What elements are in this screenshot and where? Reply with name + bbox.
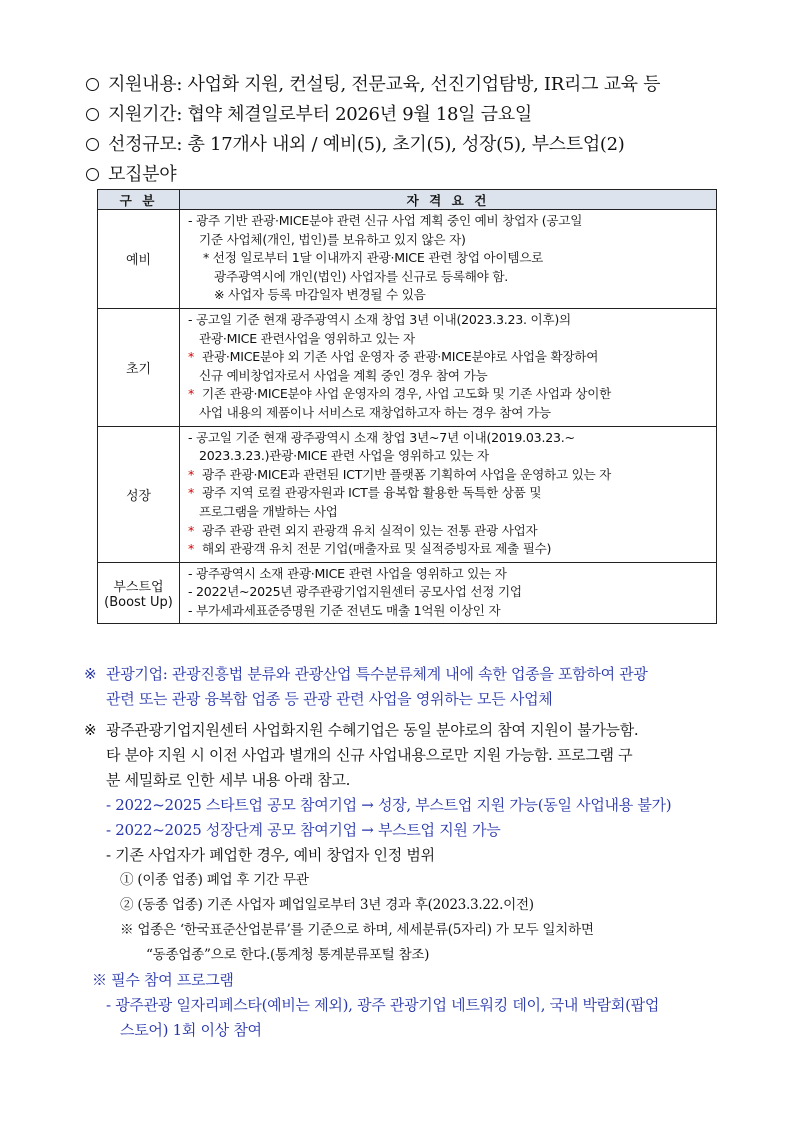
bullet-recruit-field: 모집분야 (86, 160, 726, 190)
category-preliminary: 예비 (98, 210, 180, 309)
reference-mark-icon: ※ (84, 665, 97, 683)
bullet-support-content: 지원내용: 사업화 지원, 컨설팅, 전문교육, 선진기업탐방, IR리그 교육 등 (86, 70, 726, 100)
qualification-table (97, 189, 717, 624)
criteria-preliminary: - 광주 기반 관광·MICE분야 관련 신규 사업 계획 중인 예비 창업자 (공고일 기준 사업체(개인, 법인)를 보유하고 있지 않은 자) * 선정 일로부터 1달 이내까지 관광·MICE 관련 창업 아이템으로 광주광역시에 개인(법인) 사업자를 신규로 등록해야 함. ※ 사업자 등록 마감일자 변경될 수 있음 (180, 210, 717, 309)
note-startup-eligibility: - 2022~2025 스타트업 공모 참여기업 → 성장, 부스트업 지원 가능(동일 사업내용 불가) (106, 796, 672, 814)
category-early: 초기 (98, 308, 180, 426)
circle-bullet-icon (86, 108, 99, 121)
criteria-growth: - 공고일 기준 현재 광주광역시 소재 창업 3년~7년 이내(2019.03.23.~ 2023.3.23.)관광·MICE 관련 사업을 영위하고 있는 자 * 광주 관광·MICE과 관련된 ICT기반 플랫폼 기획하여 사업을 운영하고 있는 자 * 광주 지역 로컬 관광자원과 ICT를 융복합 활용한 독특한 상품 및 프로그램을 개발하는 사업 * 광주 관광 관련 외지 관광객 유치 실적이 있는 전통 관광 사업자 * 해외 관광객 유치 전문 기업(매출자료 및 실적증빙자료 제출 필수) (180, 426, 717, 562)
category-growth: 성장 (98, 426, 180, 562)
category-boostup: 부스트업 (Boost Up) (98, 562, 180, 624)
criteria-boostup: - 광주광역시 소재 관광·MICE 관련 사업을 영위하고 있는 자 - 2022년~2025년 광주관광기업지원센터 공모사업 선정 기업 - 부가세과세표준증명원 기준 전년도 매출 1억원 이상인 자 (180, 562, 717, 624)
bullet-support-period: 지원기간: 협약 체결일로부터 2026년 9월 18일 금요일 (86, 100, 726, 130)
note-closed-business: - 기존 사업자가 폐업한 경우, 예비 창업자 인정 범위 (106, 846, 435, 864)
note-duplicate-support: ※ 광주관광기업지원센터 사업화지원 수혜기업은 동일 분야로의 참여 지원이 불가능함. (84, 718, 724, 743)
circle-bullet-icon (86, 78, 99, 91)
red-star-icon: * (188, 466, 195, 482)
table-row-boostup (98, 562, 717, 624)
table-header-row (98, 190, 717, 210)
table-row-early (98, 308, 717, 426)
note-growth-eligibility: - 2022~2025 성장단계 공모 참여기업 → 부스트업 지원 가능 (106, 821, 501, 839)
red-star-icon: * (188, 522, 195, 538)
table-row-preliminary (98, 210, 717, 309)
criteria-early: - 공고일 기준 현재 광주광역시 소재 창업 3년 이내(2023.3.23. 이후)의 관광·MICE 관련사업을 영위하고 있는 자 * 관광·MICE분야 외 기존 사업 운영자 중 관광·MICE분야로 사업을 확장하여 신규 예비창업자로서 사업을 계획 중인 경우 참여 가능 * 기존 관광·MICE분야 사업 운영자의 경우, 사업 고도화 및 기존 사업과 상이한 사업 내용의 제품이나 서비스로 재창업하고자 하는 경우 참여 가능 (180, 308, 717, 426)
red-star-icon: * (188, 386, 195, 402)
reference-mark-icon: ※ (84, 721, 97, 739)
note-tourism-company: ※ 관광기업: 관광진흥법 분류와 관광산업 특수분류체계 내에 속한 업종을 포함하여 관광 (84, 662, 724, 687)
circle-bullet-icon (86, 168, 99, 181)
red-star-icon: * (188, 485, 195, 501)
red-star-icon: * (188, 541, 195, 557)
table-row-growth (98, 426, 717, 562)
red-star-icon: * (188, 349, 195, 365)
bullet-selection-scale: 선정규모: 총 17개사 내외 / 예비(5), 초기(5), 성장(5), 부스트업(2) (86, 130, 726, 160)
circle-bullet-icon (86, 138, 99, 151)
header-criteria: 자 격 요 건 (180, 190, 717, 210)
note-required-program: ※ 필수 참여 프로그램 (92, 971, 234, 989)
notes-section: ※ 관광기업: 관광진흥법 분류와 관광산업 특수분류체계 내에 속한 업종을 포함하여 관광 관련 또는 관광 융복합 업종 등 관광 관련 사업을 영위하는 모든 사업체 ※ 광주관광기업지원센터 사업화지원 수혜기업은 동일 분야로의 참여 지원이 불가능함. 타 분야 지원 시 이전 사업과 별개의 신규 사업내용으로만 지원 가능함. 프로그램 구 분 세밀화로 인한 세부 내용 아래 참고. - 2022~2025 스타트업 공모 참여기업 → 성장, 부스트업 지원 가능(동일 사업내용 불가) - 2022~2025 성장단계 공모 참여기업 → 부스트업 지원 가능 - 기존 사업자가 폐업한 경우, 예비 창업자 인정 범위 ① (이종 업종) 폐업 후 기간 무관 ② (동종 업종) 기존 사업자 폐업일로부터 3년 경과 후(2023.3.22.이전) ※ 업종은 ‘한국표준산업분류’를 기준으로 하며, 세세분류(5자리) 가 모두 일치하면 “동종업종”으로 한다.(통계청 통계분류포털 참조) ※ 필수 참여 프로그램 - 광주관광 일자리페스타(예비는 제외), 광주 관광기업 네트워킹 데이, 국내 박람회(팝업 스토어) 1회 이상 참여 (84, 662, 724, 1043)
overview-bullets (86, 70, 726, 190)
header-category: 구 분 (98, 190, 180, 210)
